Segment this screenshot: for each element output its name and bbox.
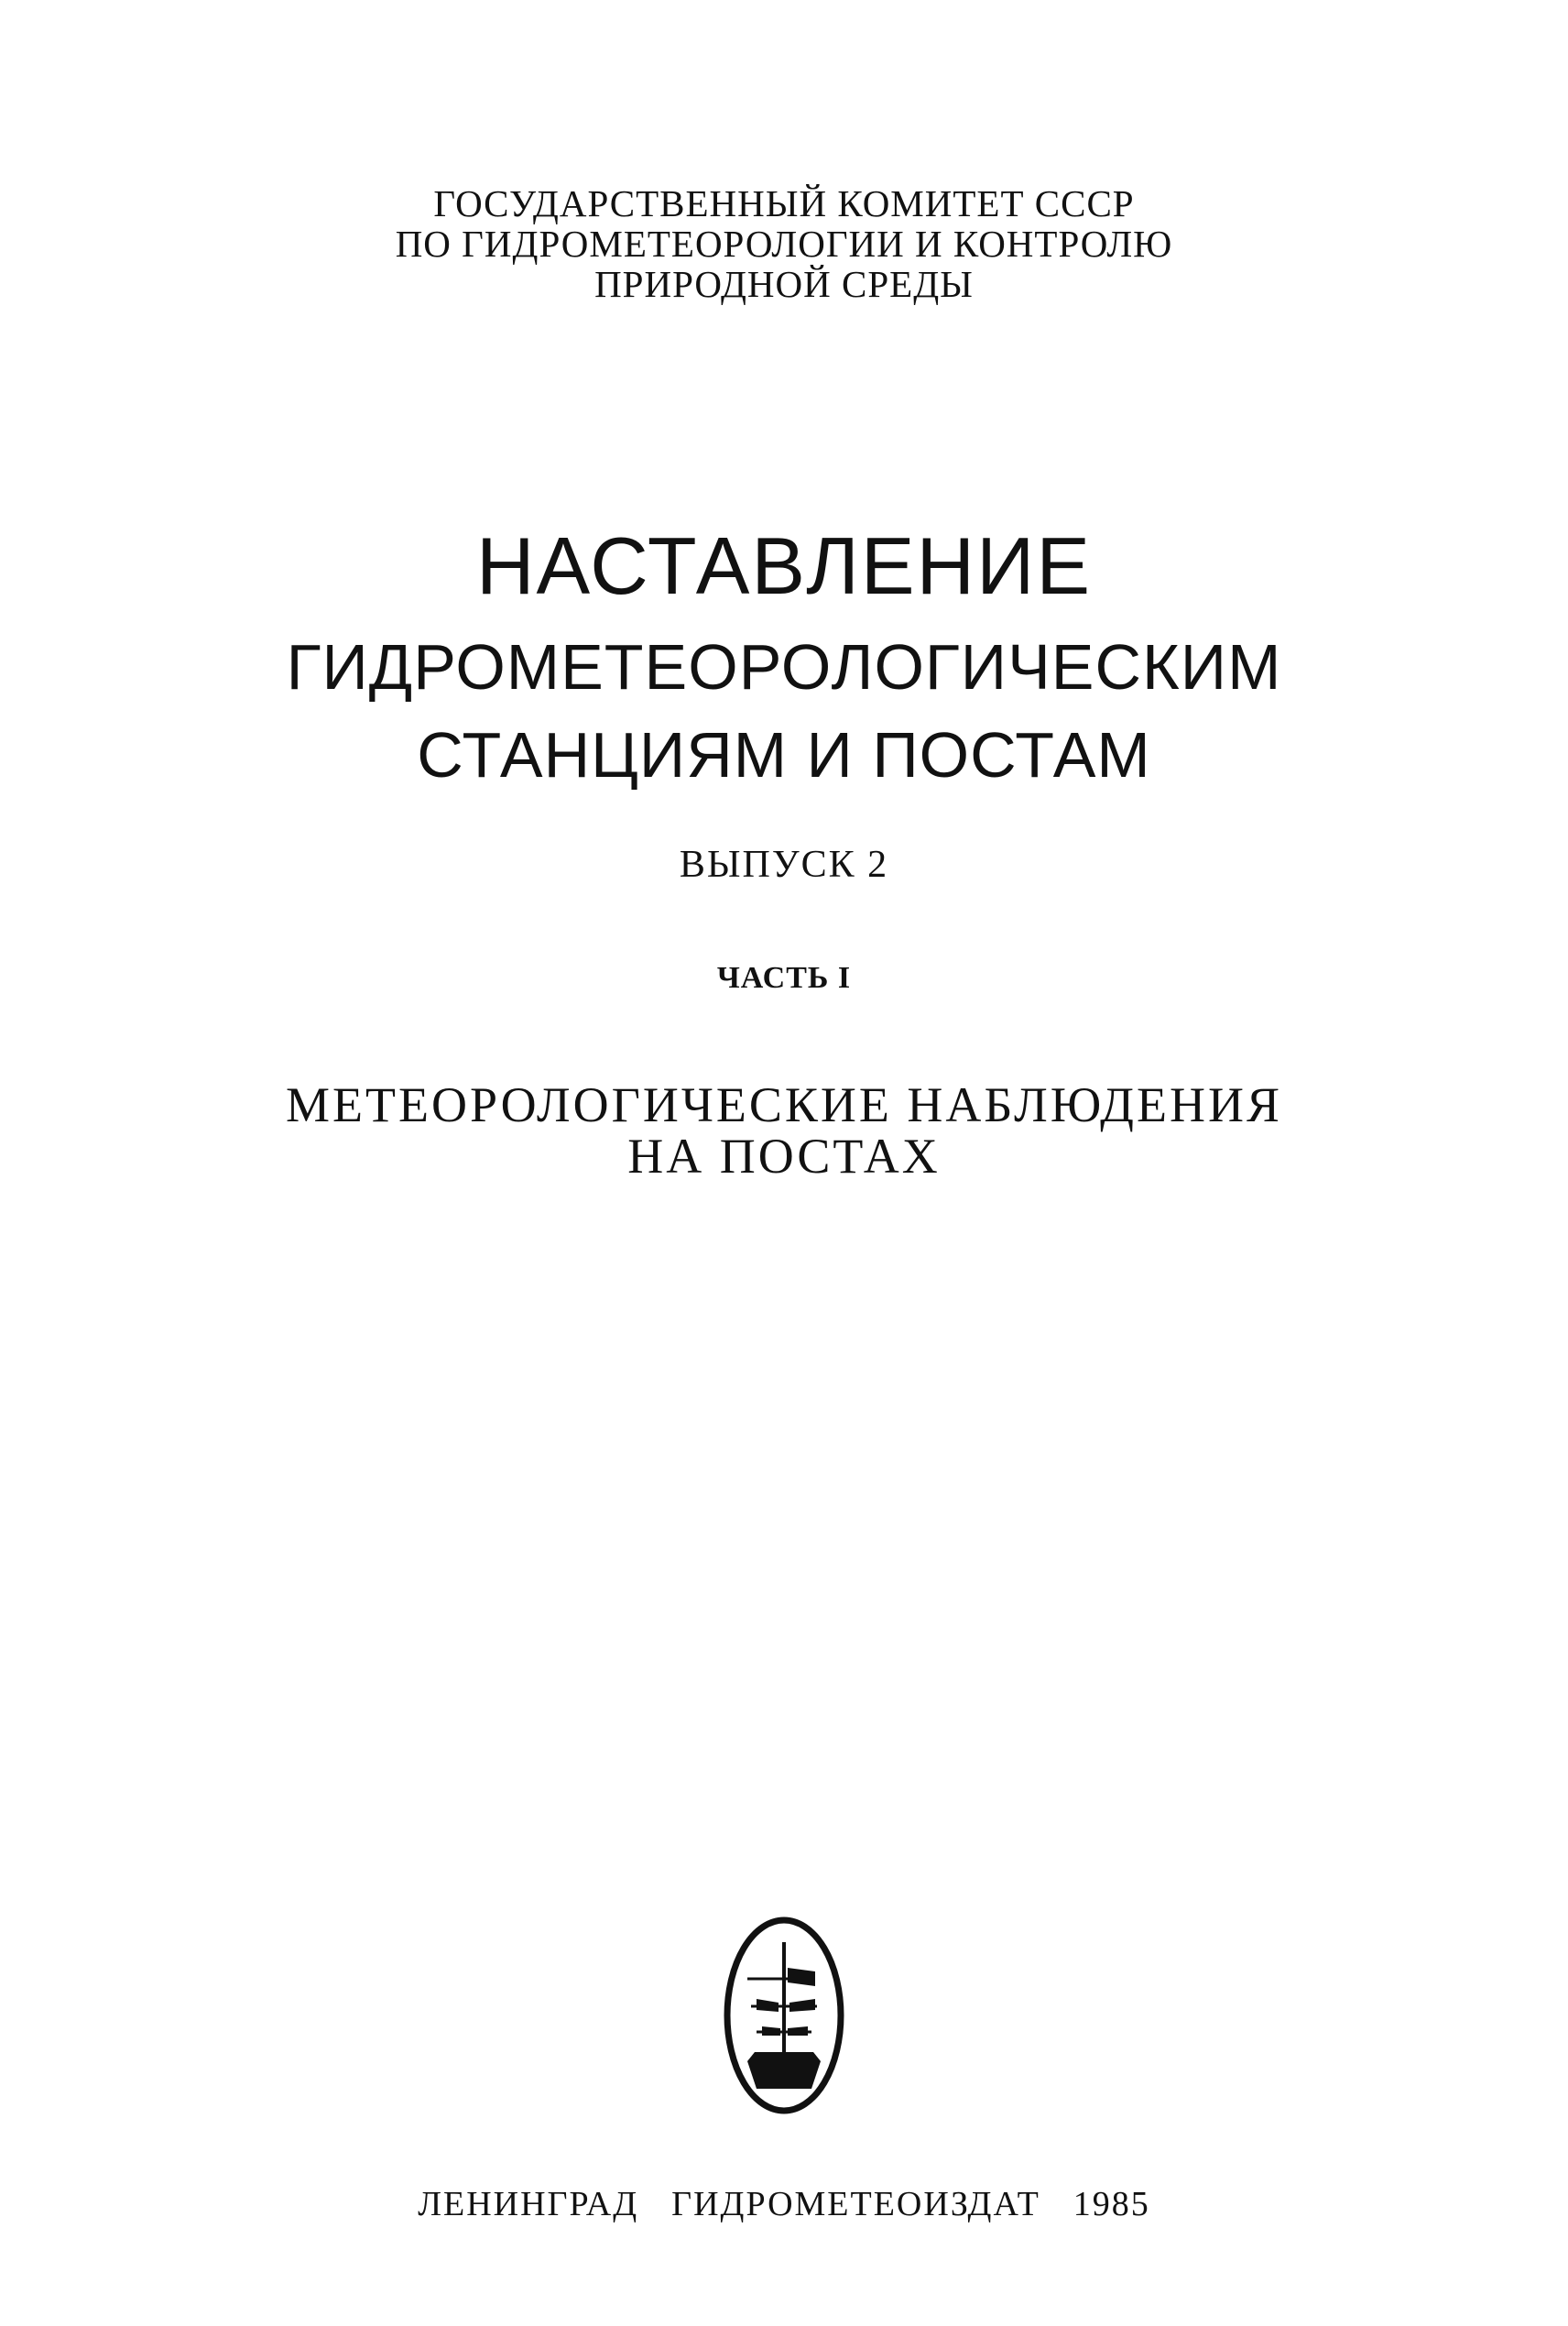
organization-line-1: ГОСУДАРСТВЕННЫЙ КОМИТЕТ СССР xyxy=(433,182,1135,224)
weather-vane-emblem-icon xyxy=(720,1915,848,2116)
subject-line-1: МЕТЕОРОЛОГИЧЕСКИЕ НАБЛЮДЕНИЯ xyxy=(286,1077,1282,1132)
organization-line-3: ПРИРОДНОЙ СРЕДЫ xyxy=(594,263,974,305)
imprint-publisher: ГИДРОМЕТЕОИЗДАТ xyxy=(671,2185,1040,2223)
part-number: ЧАСТЬ I xyxy=(716,961,852,995)
issue-number: ВЫПУСК 2 xyxy=(679,844,889,886)
subject-line-2: НА ПОСТАХ xyxy=(627,1129,941,1184)
imprint xyxy=(0,2184,1568,2224)
subtitle-line-2: СТАНЦИЯМ И ПОСТАМ xyxy=(417,719,1151,791)
organization-line-2: ПО ГИДРОМЕТЕОРОЛОГИИ И КОНТРОЛЮ xyxy=(395,223,1173,265)
imprint-year: 1985 xyxy=(1073,2185,1150,2223)
main-title: НАСТАВЛЕНИЕ xyxy=(475,520,1093,611)
subtitle-line-1: ГИДРОМЕТЕОРОЛОГИЧЕСКИМ xyxy=(286,631,1282,703)
imprint-city: ЛЕНИНГРАД xyxy=(418,2185,639,2223)
